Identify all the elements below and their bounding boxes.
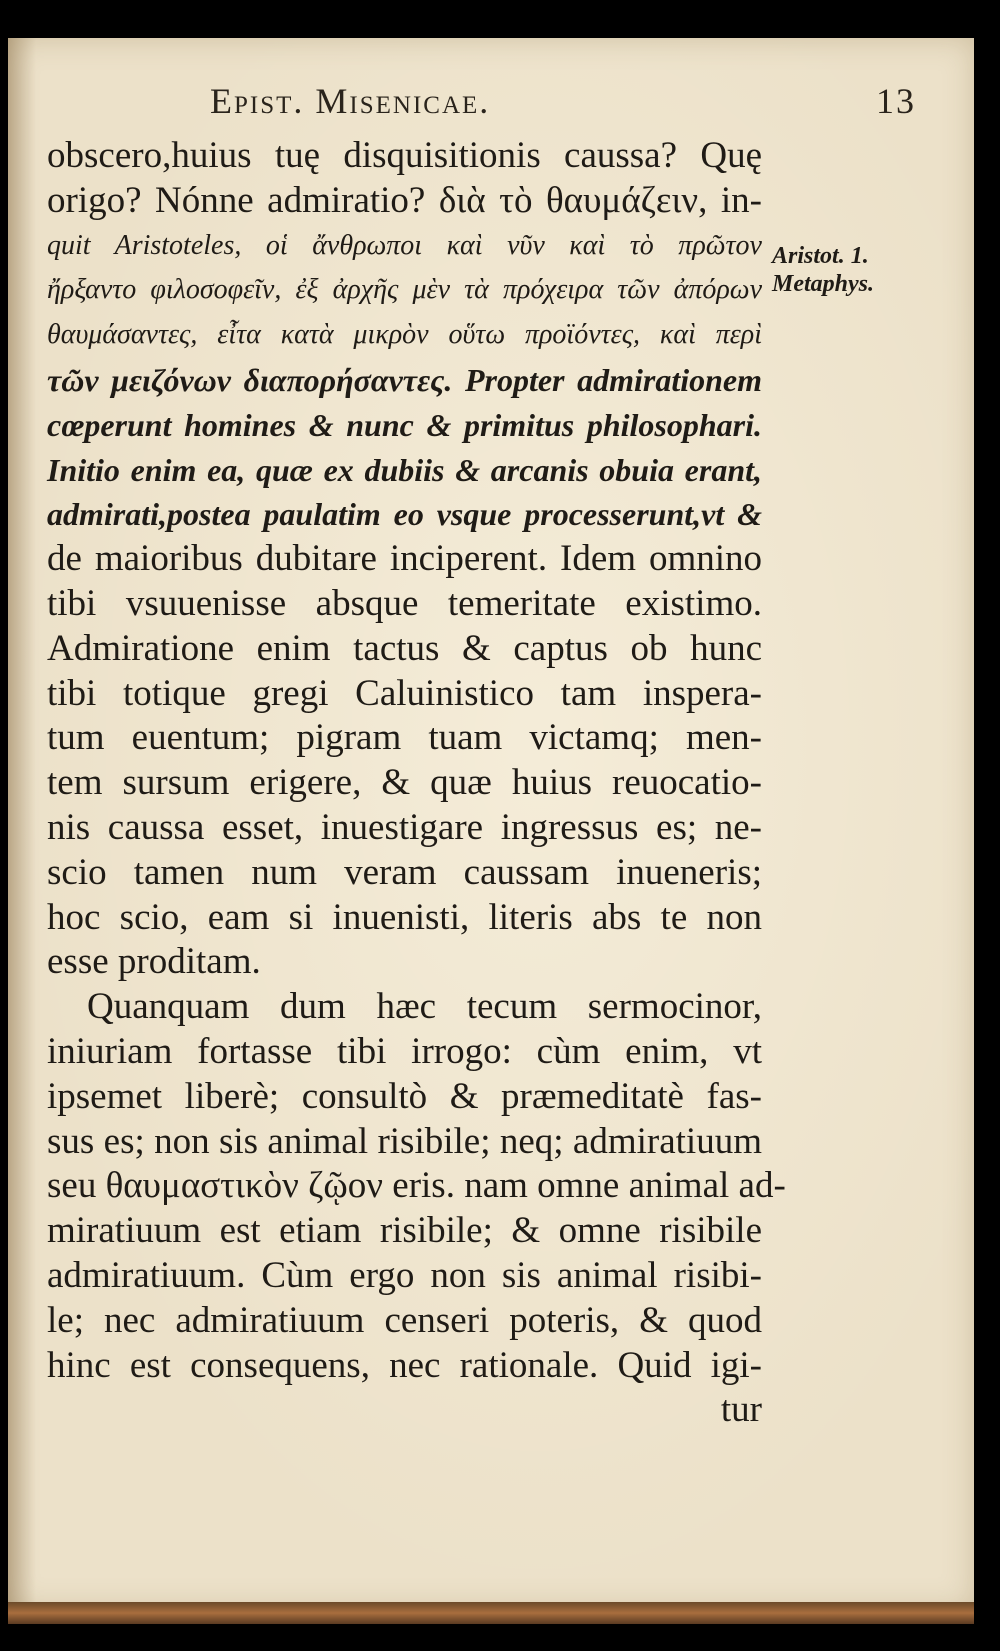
- text-line: tibi vsuuenisse absque temeritate existimo.: [47, 582, 762, 624]
- text-line: Initio enim ea, quæ ex dubiis & arcanis obuia erant,: [47, 451, 762, 488]
- marginal-note: [772, 242, 874, 298]
- text-line: ἤρξαντο φιλοσοφεῖν, ἐξ ἀρχῆς μὲν τὰ πρόχειρα τῶν ἀπόρων: [47, 274, 762, 306]
- text-line: θαυμάσαντες, εἶτα κατὰ μικρὸν οὕτω προϊόντες, καὶ περὶ: [47, 319, 762, 351]
- text-line: quit Aristoteles, οἱ ἄνθρωποι καὶ νῦν καὶ τὸ πρῶτον: [47, 229, 762, 261]
- marginal-note-line: Metaphys.: [772, 271, 874, 297]
- text-line: hoc scio, eam si inuenisti, literis abs te non: [47, 896, 762, 938]
- text-line: Admiratione enim tactus & captus ob hunc: [47, 627, 762, 669]
- text-line: iniuriam fortasse tibi irrogo: cùm enim, vt: [47, 1030, 762, 1072]
- text-line: sus es; non sis animal risibile; neq; admiratiuum: [47, 1120, 762, 1162]
- text-line: le; nec admiratiuum censeri poteris, & quod: [47, 1299, 762, 1341]
- text-line: Quanquam dum hæc tecum sermocinor,: [87, 986, 762, 1028]
- text-line: scio tamen num veram caussam inueneris;: [47, 851, 762, 893]
- page-edge: [8, 1602, 974, 1624]
- catchword: tur: [720, 1389, 762, 1431]
- text-line: admirati,postea paulatim eo vsque processerunt,vt &: [47, 496, 762, 533]
- text-line: origo? Nónne admiratio? διὰ τὸ θαυμάζειν, in-: [47, 179, 762, 221]
- text-line: nis caussa esset, inuestigare ingressus es; ne-: [47, 806, 762, 848]
- text-line: ipsemet liberè; consultò & præmeditatè fas-: [47, 1075, 762, 1117]
- text-line: miratiuum est etiam risibile; & omne risibile: [47, 1210, 762, 1252]
- text-line: cœperunt homines & nunc & primitus philosophari.: [47, 406, 762, 443]
- text-line: de maioribus dubitare inciperent. Idem omnino: [47, 538, 762, 580]
- text-line: seu θαυμαστικὸν ζῷον eris. nam omne animal ad-: [47, 1165, 786, 1207]
- text-line: tum euentum; pigram tuam victamq; men-: [47, 717, 762, 759]
- text-line: hinc est consequens, nec rationale. Quid igi-: [47, 1344, 762, 1386]
- text-line: tem sursum erigere, & quæ huius reuocatio-: [47, 762, 762, 804]
- text-line: τῶν μειζόνων διαπορήσαντες. Propter admirationem: [47, 361, 762, 398]
- text-line: tibi totique gregi Caluinistico tam insperа-: [47, 672, 762, 714]
- page-number: 13: [876, 81, 916, 121]
- marginal-note-line: Aristot. 1.: [772, 243, 869, 269]
- text-line: admiratiuum. Cùm ergo non sis animal risibi-: [47, 1254, 762, 1296]
- text-line: obscero,huius tuę disquisitionis caussa? Quę: [47, 135, 762, 176]
- running-title: Epist. Misenicae.: [210, 81, 491, 121]
- page-header: [210, 80, 916, 122]
- body-text: [47, 134, 786, 1433]
- text-line: esse proditam.: [47, 941, 261, 983]
